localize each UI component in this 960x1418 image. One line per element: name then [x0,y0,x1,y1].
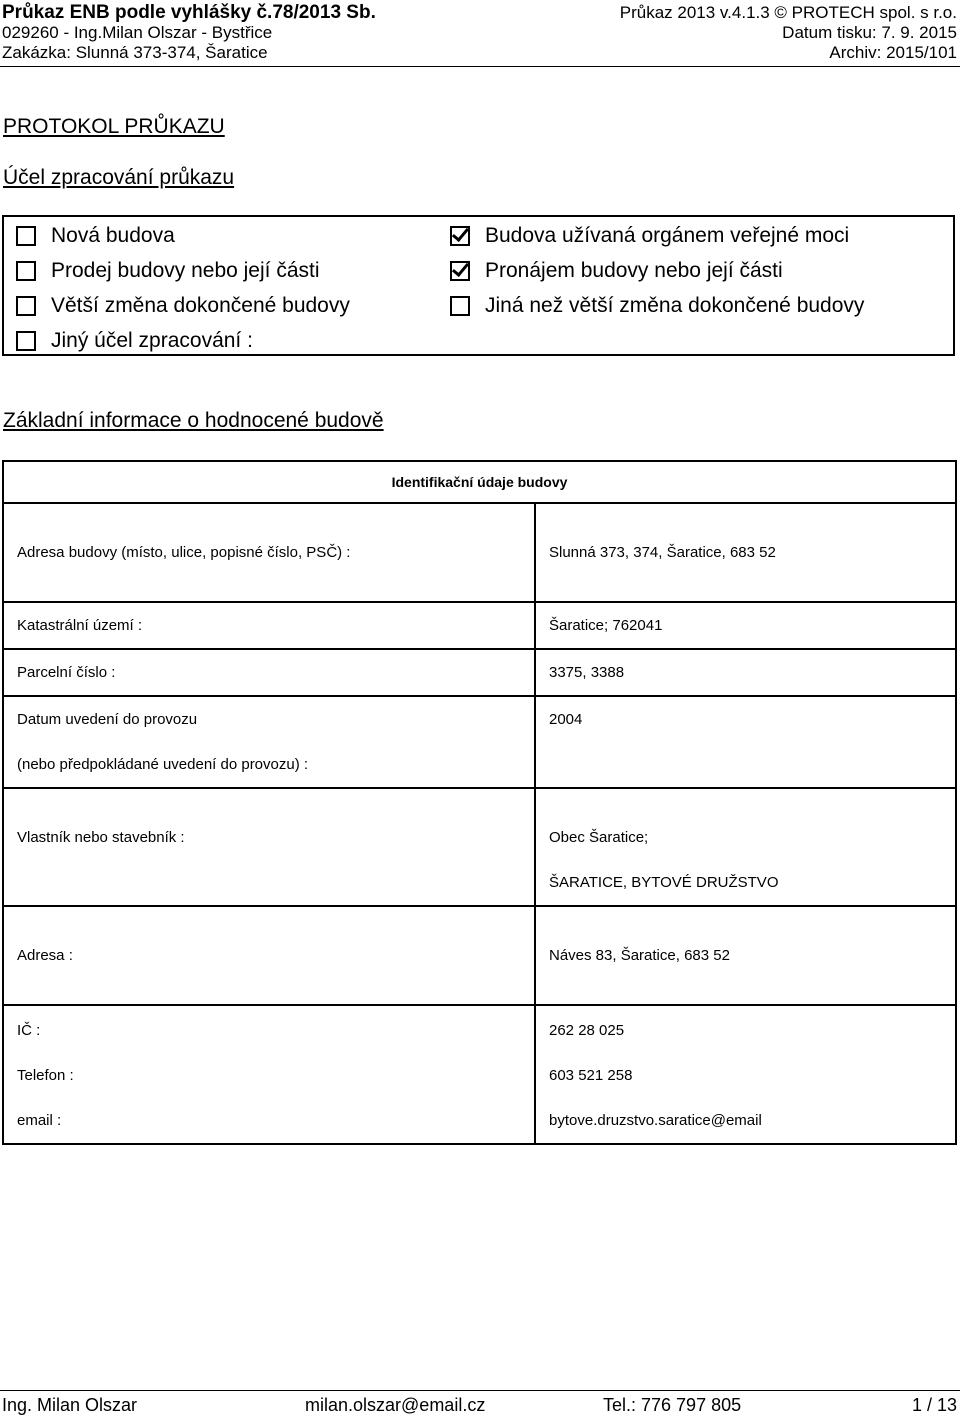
checkbox-icon[interactable] [16,296,36,316]
purpose-options-box [2,215,955,356]
page-number: 1 / 13 [911,1395,957,1415]
option-major-change[interactable] [16,291,350,321]
option-label: Budova užívaná orgánem veřejné moci [485,224,850,247]
checkbox-icon[interactable] [450,296,470,316]
owner-value-1: Obec Šaratice; [549,829,649,846]
document-title: Průkaz ENB podle vyhlášky č.78/2013 Sb. [2,2,376,23]
checked-checkbox-icon[interactable] [450,261,470,281]
order-line: Zakázka: Slunná 373-374, Šaratice [2,43,268,62]
address-label: Adresa budovy (místo, ulice, popisné číslo, PSČ) : [17,544,351,561]
cadastral-value: Šaratice; 762041 [549,617,663,634]
table-row [3,696,956,788]
table-row [3,1005,956,1144]
operation-date-value: 2004 [549,711,583,728]
owner-value-2: ŠARATICE, BYTOVÉ DRUŽSTVO [549,874,779,891]
operation-date-label-note: (nebo předpokládané uvedení do provozu) : [17,756,309,773]
option-lease[interactable] [450,256,783,286]
cadastral-label: Katastrální území : [17,617,143,634]
phone-value: 603 521 258 [549,1067,633,1084]
basic-info-title: Základní informace o hodnocené budově [3,409,384,432]
author-line: 029260 - Ing.Milan Olszar - Bystřice [2,23,273,42]
checkbox-icon[interactable] [16,261,36,281]
operation-date-label: Datum uvedení do provozu [17,711,198,728]
checkbox-icon[interactable] [16,226,36,246]
option-sale[interactable] [16,256,320,286]
print-date: Datum tisku: 7. 9. 2015 [782,23,957,42]
email-label: email : [17,1112,62,1129]
ic-value: 262 28 025 [549,1022,625,1039]
parcel-value: 3375, 3388 [549,664,625,681]
owner-address-label: Adresa : [17,947,73,964]
option-public-authority[interactable] [450,221,849,251]
archive-number: Archiv: 2015/101 [829,43,957,62]
checked-checkbox-icon[interactable] [450,226,470,246]
owner-address-value: Náves 83, Šaratice, 683 52 [549,947,730,964]
page-footer [0,1390,960,1418]
option-label: Nová budova [51,224,175,247]
table-row [3,503,956,602]
table-row [3,906,956,1005]
checkbox-icon[interactable] [16,331,36,351]
phone-label: Telefon : [17,1067,74,1084]
option-label: Prodej budovy nebo její části [51,259,320,282]
owner-label: Vlastník nebo stavebník : [17,829,185,846]
table-row [3,788,956,906]
table-header: Identifikační údaje budovy [3,461,956,503]
software-version: Průkaz 2013 v.4.1.3 © PROTECH spol. s r.o. [619,3,957,22]
option-label: Větší změna dokončené budovy [51,294,350,317]
page-header [0,0,960,67]
option-label: Jiný účel zpracování : [51,329,253,352]
purpose-title: Účel zpracování průkazu [3,166,235,189]
option-label: Jiná než větší změna dokončené budovy [485,294,865,317]
protocol-title: PROTOKOL PRŮKAZU [3,115,225,138]
footer-email: milan.olszar@email.cz [305,1395,486,1415]
address-value: Slunná 373, 374, Šaratice, 683 52 [549,544,776,561]
option-label: Pronájem budovy nebo její části [485,259,783,282]
building-identification-table [2,460,957,1145]
email-value: bytove.druzstvo.saratice@email [549,1112,762,1129]
footer-phone: Tel.: 776 797 805 [603,1395,742,1415]
option-other-purpose[interactable] [16,326,253,356]
option-minor-change[interactable] [450,291,864,321]
table-row [3,649,956,696]
table-row [3,602,956,649]
footer-name: Ing. Milan Olszar [2,1395,138,1415]
option-new-building[interactable] [16,221,175,251]
ic-label: IČ : [17,1022,41,1039]
parcel-label: Parcelní číslo : [17,664,116,681]
